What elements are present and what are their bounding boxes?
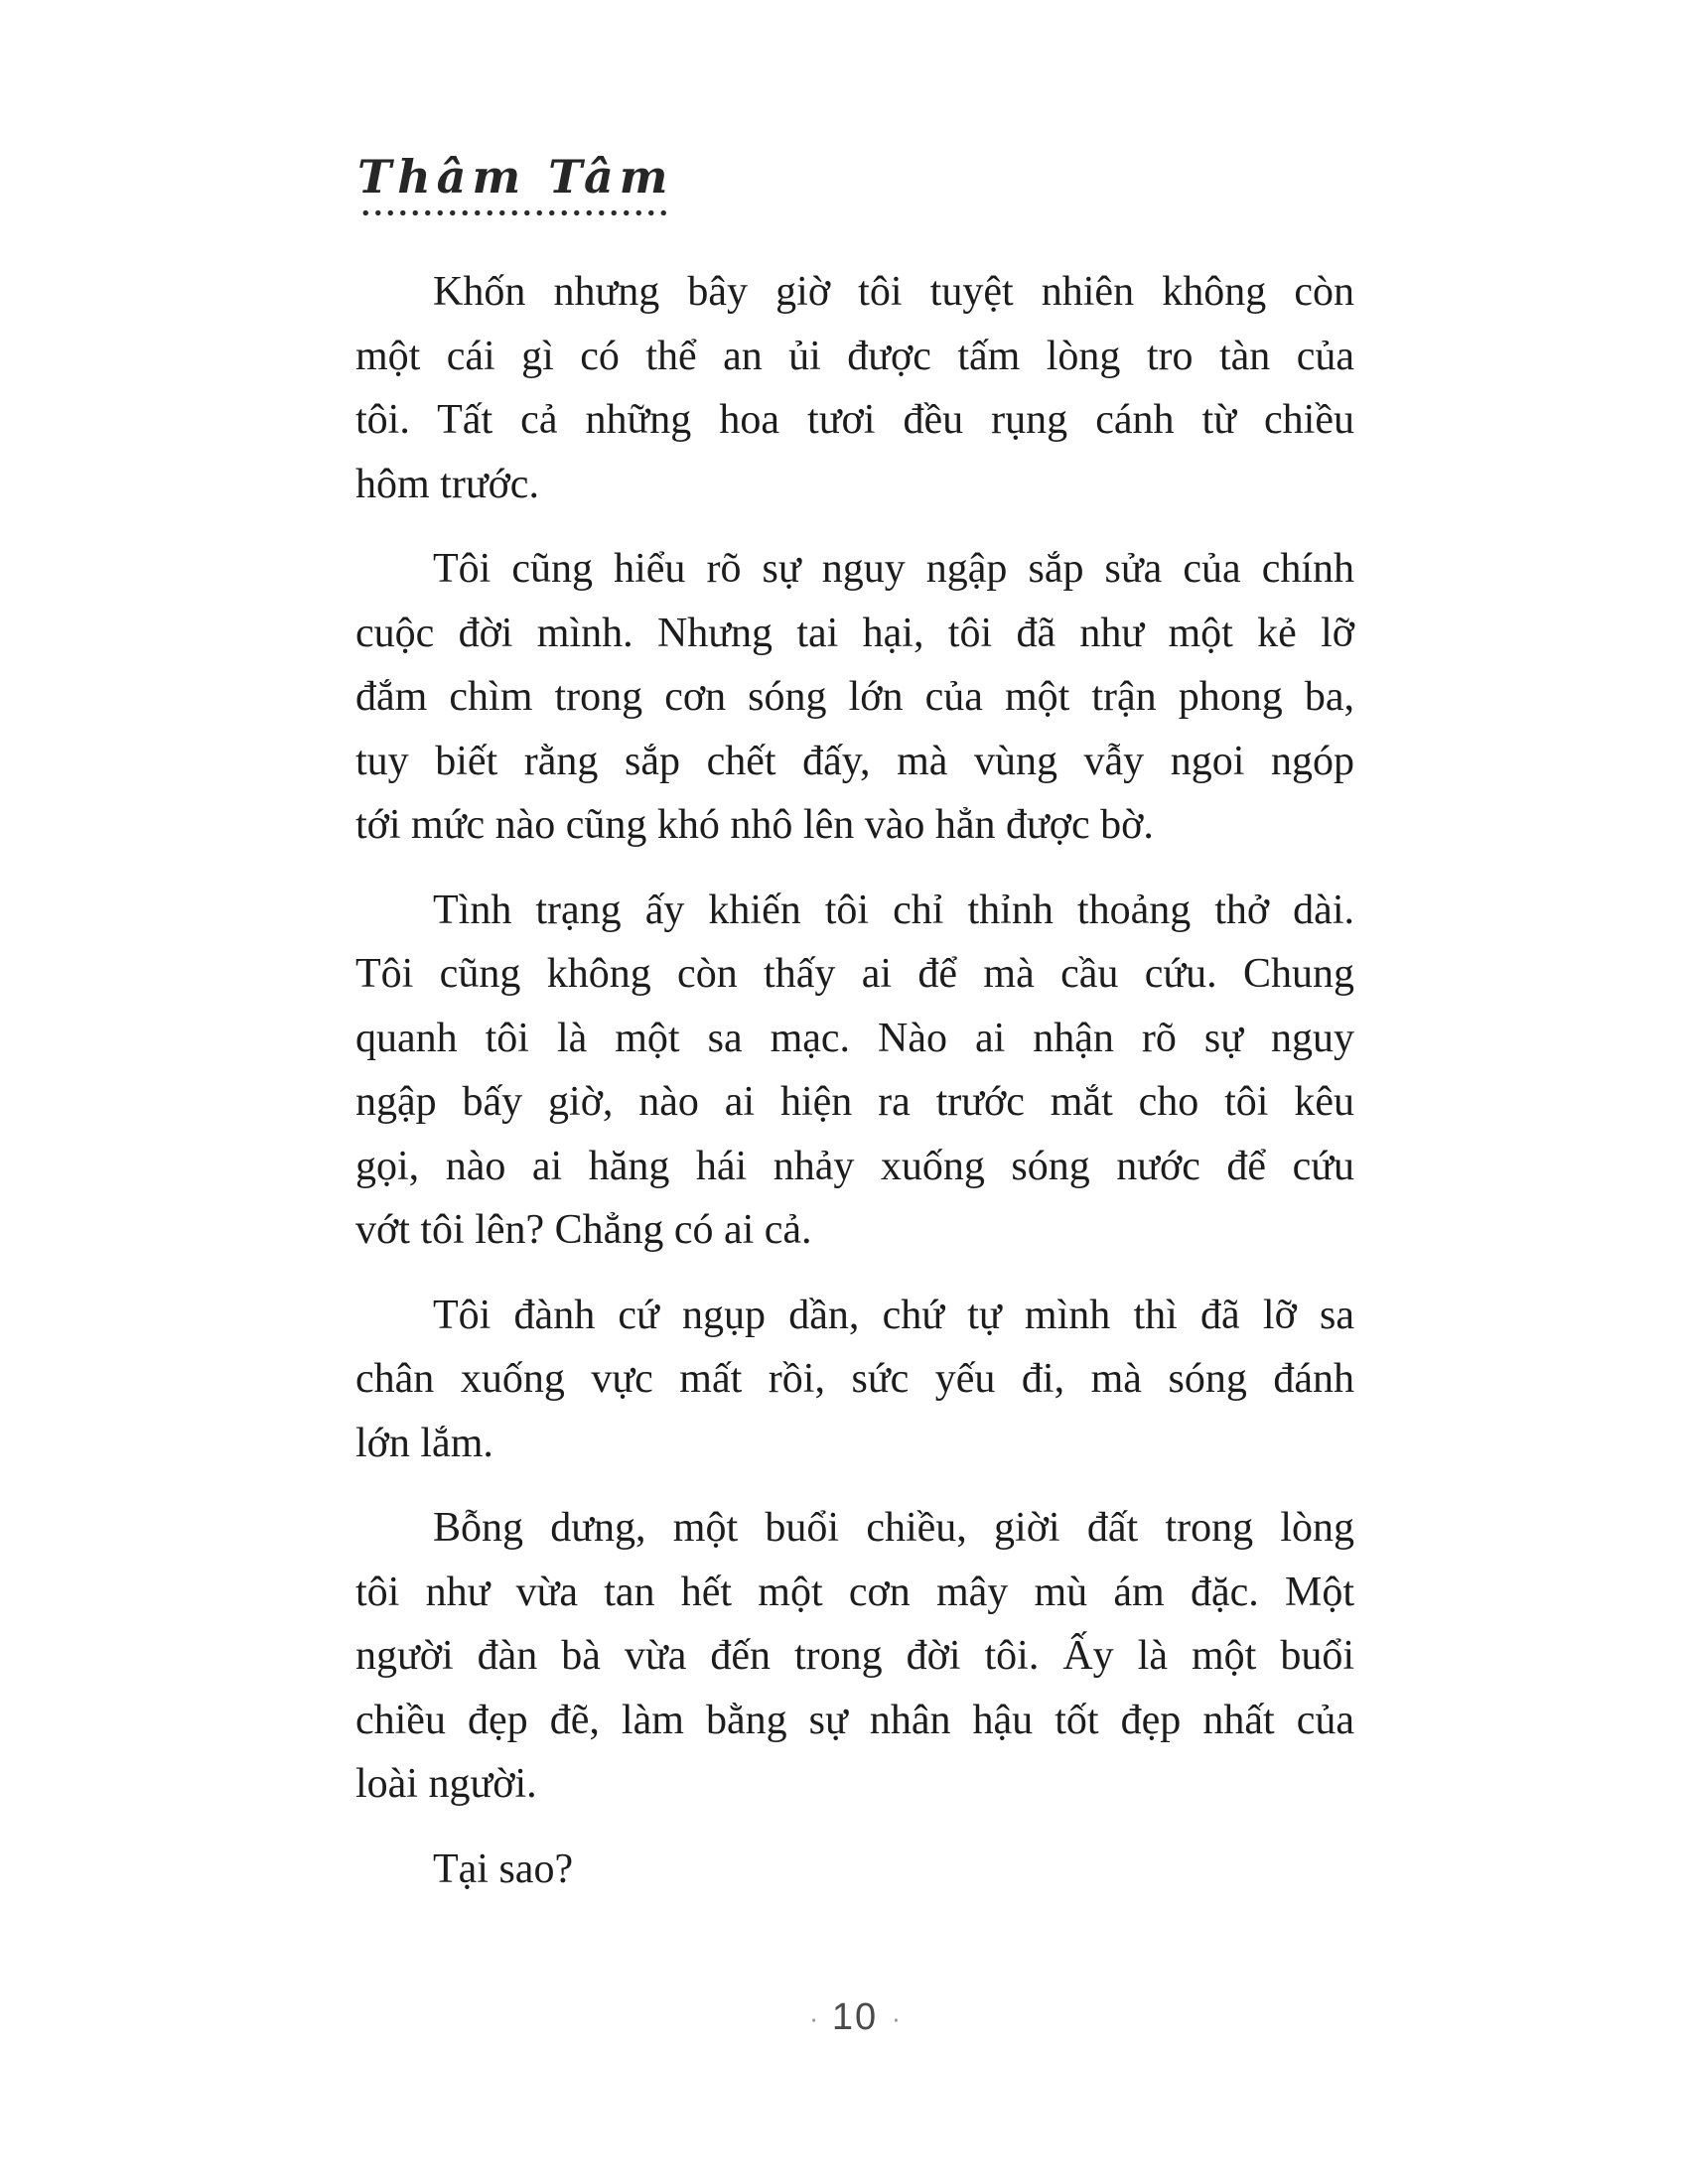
paragraph — [355, 1496, 1354, 1817]
text-line: vớt tôi lên? Chẳng có ai cả. — [355, 1207, 812, 1253]
text-line: Tại sao? — [433, 1845, 574, 1892]
text-line: chiều đẹp đẽ, làm bằng sự nhân hậu tốt đẹp nhất của — [355, 1697, 1354, 1743]
text-line: loài người. — [355, 1761, 537, 1807]
text-line: Tình trạng ấy khiến tôi chỉ thỉnh thoảng thở dài. — [433, 887, 1354, 933]
text-line: đắm chìm trong cơn sóng lớn của một trận phong ba, — [355, 674, 1354, 720]
dotted-underline — [357, 208, 673, 217]
paragraph — [355, 1838, 1354, 1902]
text-line: lớn lắm. — [355, 1420, 493, 1466]
body-text — [355, 260, 1354, 1922]
page-footer — [355, 1993, 1354, 2042]
paragraph — [355, 260, 1354, 516]
text-line: tôi như vừa tan hết một cơn mây mù ám đặc. Một — [355, 1569, 1354, 1615]
text-line: ngập bấy giờ, nào ai hiện ra trước mắt cho tôi kêu — [355, 1079, 1354, 1125]
paragraph — [355, 1284, 1354, 1476]
text-line: Tôi cũng không còn thấy ai để mà cầu cứu. Chung — [355, 951, 1354, 997]
text-line: chân xuống vực mất rồi, sức yếu đi, mà sóng đánh — [355, 1356, 1354, 1402]
text-line: người đàn bà vừa đến trong đời tôi. Ấy là một buổi — [355, 1633, 1354, 1679]
text-line: tuy biết rằng sắp chết đấy, mà vùng vẫy ngoi ngóp — [355, 738, 1354, 784]
text-line: Bỗng dưng, một buổi chiều, giời đất trong lòng — [433, 1505, 1354, 1551]
text-line: hôm trước. — [355, 461, 539, 507]
text-line: Khốn nhưng bây giờ tôi tuyệt nhiên không còn — [433, 269, 1354, 315]
paragraph — [355, 879, 1354, 1263]
page-header — [357, 151, 673, 217]
author-name: Thâm Tâm — [357, 150, 674, 204]
text-line: Tôi cũng hiểu rõ sự nguy ngập sắp sửa của chính — [433, 546, 1354, 592]
folio-dot-left: · — [809, 2003, 818, 2033]
text-line: tới mức nào cũng khó nhô lên vào hẳn được bờ. — [355, 802, 1154, 848]
text-line: cuộc đời mình. Nhưng tai hại, tôi đã như một kẻ lỡ — [355, 610, 1354, 656]
text-line: tôi. Tất cả những hoa tươi đều rụng cánh từ chiều — [355, 397, 1354, 443]
paragraph — [355, 537, 1354, 858]
text-line: quanh tôi là một sa mạc. Nào ai nhận rõ sự nguy — [355, 1015, 1354, 1061]
page-number: 10 — [831, 1996, 879, 2038]
text-line: một cái gì có thể an ủi được tấm lòng tro tàn của — [355, 333, 1354, 379]
text-line: gọi, nào ai hăng hái nhảy xuống sóng nước để cứu — [355, 1143, 1354, 1189]
text-line: Tôi đành cứ ngụp dần, chứ tự mình thì đã lỡ sa — [433, 1292, 1354, 1338]
folio-dot-right: · — [892, 2003, 901, 2033]
